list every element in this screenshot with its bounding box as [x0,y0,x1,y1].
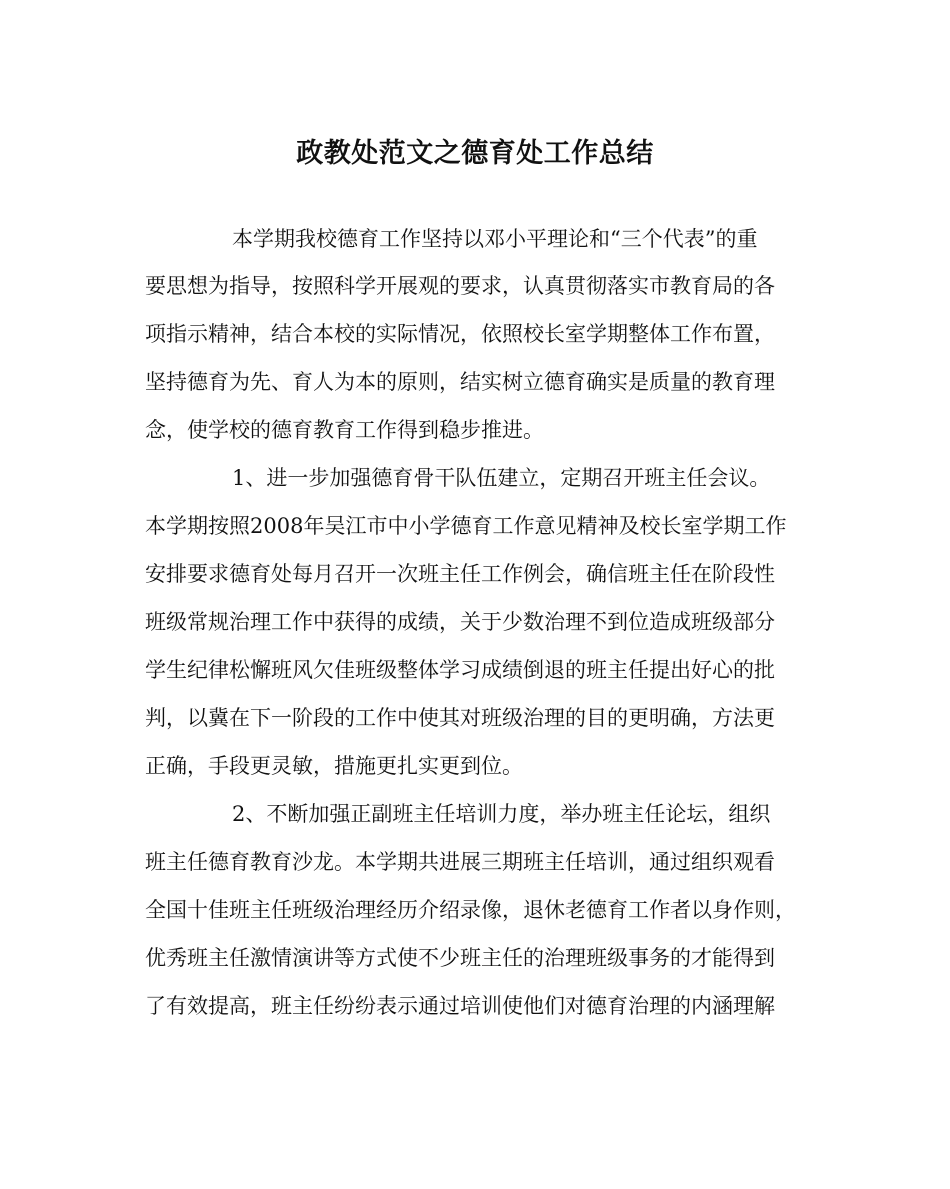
paragraph-1-line-2: 要思想为指导，按照科学开展观的要求，认真贯彻落实市教育局的各 [145,274,775,298]
paragraph-2-line-6: 正确，手段更灵敏，措施更扎实更到位。 [145,754,523,778]
paragraph-2-line-2: 安排要求德育处每月召开一次班主任工作例会，确信班主任在阶段性 [145,562,775,586]
paragraph-3-line-2: 全国十佳班主任班级治理经历介绍录像，退休老德育工作者以身作则， [145,898,796,922]
paragraph-2-line-4: 学生纪律松懈班风欠佳班级整体学习成绩倒退的班主任提出好心的批 [145,658,775,682]
paragraph-1-line-3: 项指示精神，结合本校的实际情况，依照校长室学期整体工作布置， [145,322,775,346]
paragraph-3-line-1: 班主任德育教育沙龙。本学期共进展三期班主任培训，通过组织观看 [145,850,775,874]
paragraph-3-line-4: 了有效提高，班主任纷纷表示通过培训使他们对德育治理的内涵理解 [145,994,775,1018]
document-title: 政教处范文之德育处工作总结 [296,138,654,169]
paragraph-3-line-3: 优秀班主任激情演讲等方式使不少班主任的治理班级事务的才能得到 [145,946,775,970]
section-1-heading: 1、进一步加强德育骨干队伍建立，定期召开班主任会议。 [232,466,771,490]
paragraph-1-line-5: 念，使学校的德育教育工作得到稳步推进。 [145,418,544,442]
paragraph-2-line-5: 判，以冀在下一阶段的工作中使其对班级治理的目的更明确，方法更 [145,706,775,730]
paragraph-1-line-4: 坚持德育为先、育人为本的原则，结实树立德育确实是质量的教育理 [145,370,775,394]
section-2-heading: 2、不断加强正副班主任培训力度，举办班主任论坛，组织 [232,802,771,826]
paragraph-2-line-3: 班级常规治理工作中获得的成绩，关于少数治理不到位造成班级部分 [145,610,775,634]
paragraph-2-line-1: 本学期按照2008年吴江市中小学德育工作意见精神及校长室学期工作 [145,514,787,538]
paragraph-1-line-1: 本学期我校德育工作坚持以邓小平理论和“三个代表”的重 [232,227,758,251]
